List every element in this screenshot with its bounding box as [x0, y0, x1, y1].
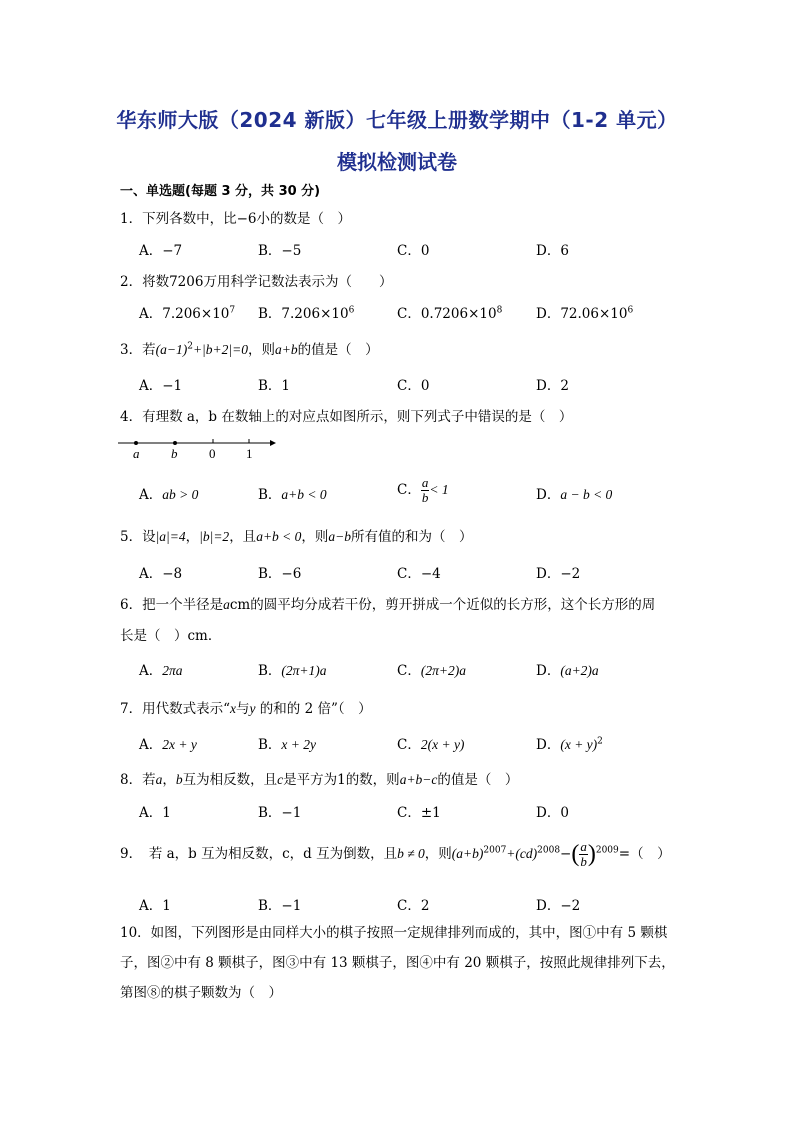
label-b: b: [171, 446, 178, 461]
q9-option-b: B．−1: [258, 898, 302, 914]
q8-option-b: B．−1: [258, 805, 302, 821]
q2-option-d: D．$72.06\times 10^6$: [536, 305, 634, 322]
q3-option-a: A．−1: [139, 378, 183, 394]
question-1: 1．下列各数中，比−6小的数是（ ）: [120, 211, 351, 227]
q4-option-a: A．ab > 0: [139, 487, 199, 503]
q3-option-d: D．2: [536, 378, 569, 394]
q9-option-d: D．−2: [536, 898, 581, 914]
question-4: 4．有理数 a，b 在数轴上的对应点如图所示，则下列式子中错误的是（ ）: [120, 409, 573, 425]
q9-option-a: A．1: [139, 898, 171, 914]
q7-option-c: C．2(x + y): [397, 737, 465, 753]
q5-option-b: B．−6: [258, 566, 302, 582]
exam-subtitle: 模拟检测试卷: [337, 150, 457, 174]
label-a: a: [133, 446, 140, 461]
q6-option-a: A．2πa: [139, 663, 183, 679]
q5-option-d: D．−2: [536, 566, 581, 582]
number-line-figure: [118, 433, 278, 463]
question-7: 7．用代数式表示“x与y 的和的 2 倍”（ ）: [120, 701, 372, 717]
q2-option-b: B．$7.206\times 10^6$: [258, 305, 355, 322]
q6-option-d: D．(a+2)a: [536, 663, 599, 679]
q9-option-c: C．2: [397, 898, 430, 914]
q1-option-c: C．0: [397, 243, 430, 259]
question-9: 9． 若 a，b 互为相反数，c，d 互为倒数，且b ≠ 0，则$(a+b)^{2007}+(cd)^{2008}-$( $\frac{a}{b}$ )$^{2009}$=（ ）: [120, 839, 671, 869]
point-a-dot: [134, 441, 138, 445]
q5-option-c: C．−4: [397, 566, 441, 582]
label-one: 1: [246, 446, 253, 461]
q1-option-a: A．−7: [139, 243, 183, 259]
question-6-line1: 6．把一个半径是acm的圆平均分成若干份，剪开拼成一个近似的长方形，这个长方形的周: [120, 597, 656, 613]
q5-option-a: A．−8: [139, 566, 183, 582]
q6-option-c: C．(2π+2)a: [397, 663, 466, 679]
q7-option-a: A．2x + y: [139, 737, 197, 753]
q1-option-b: B．−5: [258, 243, 302, 259]
q7-option-b: B．x + 2y: [258, 737, 317, 753]
q2-option-c: C．$0.7206\times 10^8$: [397, 305, 503, 322]
fraction-a-over-b-q9: $\frac{a}{b}$: [580, 839, 587, 869]
q3-option-c: C．0: [397, 378, 430, 394]
question-2: 2．将数7206万用科学记数法表示为（ ）: [120, 274, 393, 290]
q3-option-b: B．1: [258, 378, 291, 394]
q4-option-b: B．a+b < 0: [258, 487, 327, 503]
exam-title: 华东师大版（2024 新版）七年级上册数学期中（1-2 单元）: [116, 108, 678, 132]
question-5: 5．设|a|=4，|b|=2，且a+b < 0，则a−b所有值的和为（ ）: [120, 529, 473, 545]
question-10: 10．如图，下列图形是由同样大小的棋子按照一定规律排列而成的，其中，图①中有 5 颗棋子，图②中有 8 颗棋子，图③中有 13 颗棋子，图④中有 20 颗棋子，按照此规律排列下去，第图⑧的棋子颗数为（ ）: [120, 925, 675, 1001]
fraction-a-over-b: $\frac{a}{b}$: [421, 475, 429, 505]
label-zero: 0: [209, 446, 216, 461]
section-heading: 一、单选题(每题 3 分，共 30 分): [120, 184, 321, 199]
question-6-line2: 长是（ ）cm．: [120, 628, 222, 644]
q8-option-a: A．1: [139, 805, 171, 821]
number-line-arrow: [270, 440, 276, 446]
q6-option-b: B．(2π+1)a: [258, 663, 327, 679]
q4-option-d: D．a − b < 0: [536, 487, 613, 503]
q2-option-a: A．$7.206\times 10^7$: [139, 305, 236, 322]
point-b-dot: [173, 441, 177, 445]
q8-option-c: C．±1: [397, 805, 441, 821]
q7-option-d: D．$(x + y)^2$: [536, 736, 603, 753]
q4-option-c: C． $\frac{a}{b}$ < 1: [397, 475, 449, 505]
q1-option-d: D．6: [536, 243, 569, 259]
q8-option-d: D．0: [536, 805, 569, 821]
question-3: 3．若$(a-1)^2+|b+2|=0$，则a+b的值是（ ）: [120, 341, 379, 358]
question-8: 8．若a，b互为相反数，且c是平方为1的数，则a+b−c的值是（ ）: [120, 772, 519, 788]
